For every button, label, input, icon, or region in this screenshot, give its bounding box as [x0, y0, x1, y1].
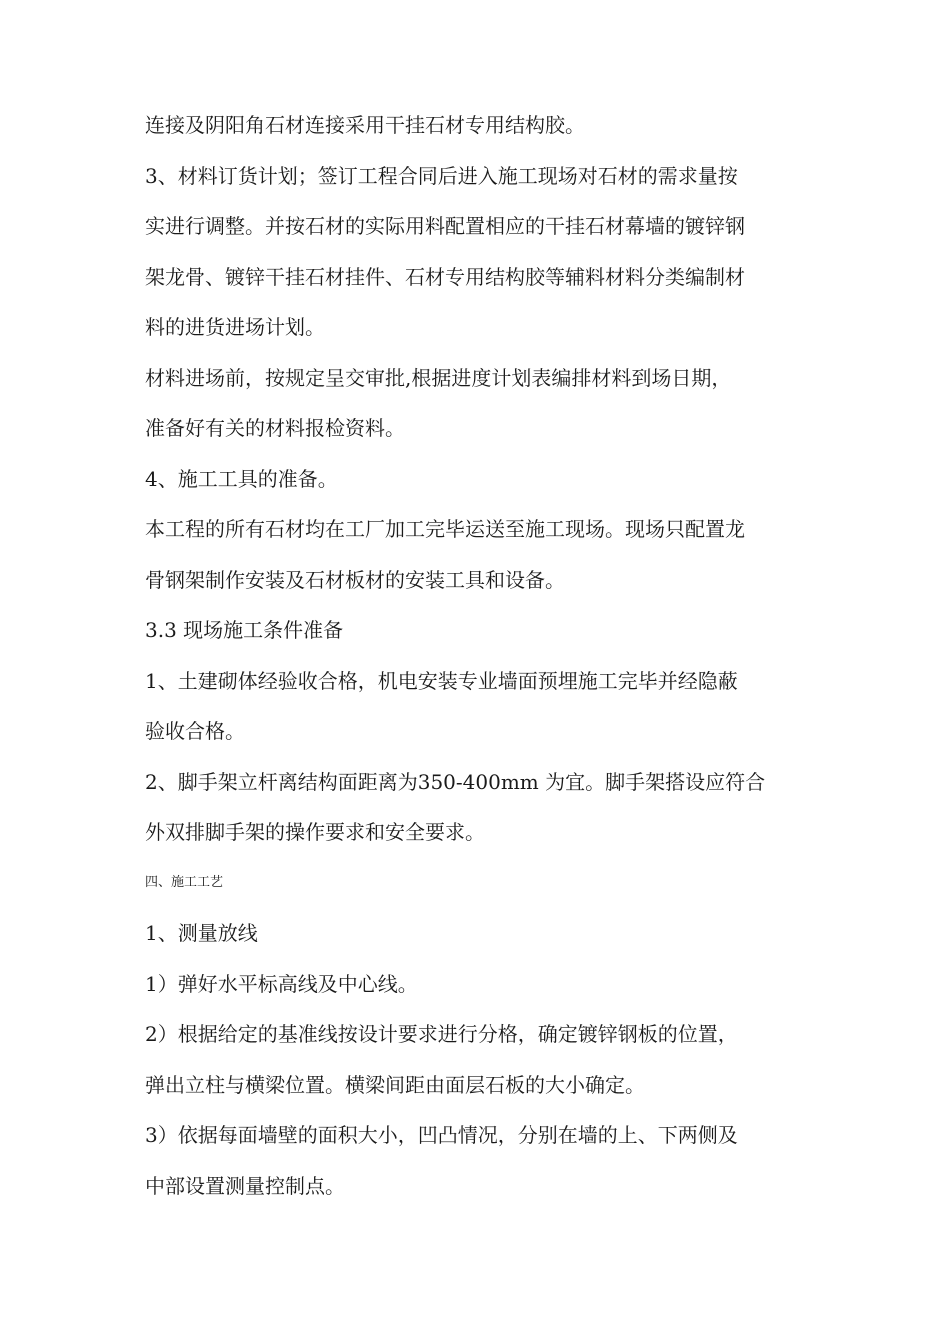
- text-line: 2）根据给定的基准线按设计要求进行分格，确定镀锌钢板的位置，: [145, 1022, 738, 1046]
- text-line: 准备好有关的材料报检资料。: [145, 416, 405, 440]
- text-line: 1、土建砌体经验收合格，机电安装专业墙面预埋施工完毕并经隐蔽: [145, 668, 738, 693]
- text-line: 弹出立柱与横梁位置。横梁间距由面层石板的大小确定。: [145, 1072, 645, 1097]
- text-line: 验收合格。: [145, 719, 245, 743]
- text-line: 材料进场前，按规定呈交审批,根据进度计划表编排材料到场日期，: [145, 365, 732, 390]
- text-line: 3、材料订货计划；签订工程合同后进入施工现场对石材的需求量按: [145, 163, 738, 188]
- text-line: 本工程的所有石材均在工厂加工完毕运送至施工现场。现场只配置龙: [145, 517, 745, 541]
- text-line: 中部设置测量控制点。: [145, 1173, 345, 1198]
- section-heading: 3.3 现场施工条件准备: [145, 618, 344, 642]
- text-line: 骨钢架制作安装及石材板材的安装工具和设备。: [145, 567, 565, 592]
- document-body: [145, 100, 815, 1211]
- text-line: 2、脚手架立杆离结构面距离为350-400mm 为宜。脚手架搭设应符合: [145, 769, 766, 794]
- text-line: 外双排脚手架的操作要求和安全要求。: [145, 820, 485, 844]
- text-line: 料的进货进场计划。: [145, 315, 325, 339]
- text-line: 实进行调整。并按石材的实际用料配置相应的干挂石材幕墙的镀锌钢: [145, 214, 745, 238]
- section-heading: 1、测量放线: [145, 921, 258, 945]
- chapter-heading: 四、施工工艺: [145, 874, 224, 890]
- text-line: 连接及阴阳角石材连接采用干挂石材专用结构胶。: [145, 113, 585, 137]
- text-line: 3）依据每面墙壁的面积大小，凹凸情况，分别在墙的上、下两侧及: [145, 1123, 738, 1147]
- section-heading: 4、施工工具的准备。: [145, 466, 338, 491]
- text-line: 架龙骨、镀锌干挂石材挂件、石材专用结构胶等辅料材料分类编制材: [145, 264, 745, 289]
- text-line: 1）弹好水平标高线及中心线。: [145, 971, 418, 996]
